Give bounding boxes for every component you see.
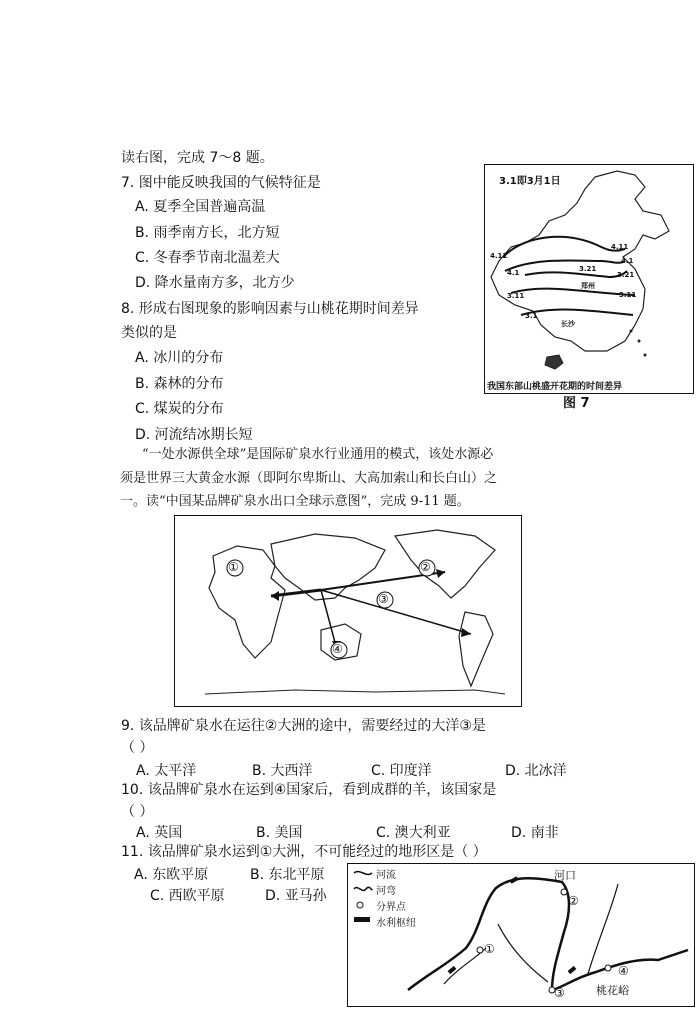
figure-7-china-map xyxy=(484,164,694,394)
q7-option-b: B. 雨季南方长，北方短 xyxy=(135,225,280,241)
q9-stem: 9. 该品牌矿泉水在运往②大洲的途中，需要经过的大洋③是 xyxy=(121,718,486,734)
isoline-label: 3.21 xyxy=(617,271,635,279)
q10-option-b: B. 美国 xyxy=(256,825,303,841)
q11-option-b: B. 东北平原 xyxy=(250,867,325,883)
river-marker-4: ④ xyxy=(618,964,629,978)
legend-river: 河流 xyxy=(376,870,396,881)
isoline-label: 3.1 xyxy=(525,312,538,320)
fig7-caption: 图 7 xyxy=(563,396,590,411)
q10-option-a: A. 英国 xyxy=(136,825,183,841)
legend-boundary-point: 分界点 xyxy=(376,902,406,913)
fig7-corner-label: 3.1即3月1日 xyxy=(499,176,561,187)
q8-option-b: B. 森林的分布 xyxy=(135,376,224,392)
isoline-label: 4.1 xyxy=(507,269,520,277)
legend-bend: 河弯 xyxy=(376,886,396,897)
q8-option-d: D. 河流结冰期长短 xyxy=(135,427,253,443)
q7-option-a: A. 夏季全国普遍高温 xyxy=(135,199,266,215)
china-map-svg xyxy=(485,165,693,393)
q11-option-c: C. 西欧平原 xyxy=(150,888,225,904)
isoline-label: 4.11 xyxy=(490,252,508,260)
q7-option-d: D. 降水量南方多，北方少 xyxy=(135,275,295,291)
q11-stem: 11. 该品牌矿泉水运到①大洲，不可能经过的地形区是（ ） xyxy=(121,844,487,860)
river-marker-2: ② xyxy=(568,894,579,908)
river-map-svg xyxy=(348,864,694,1006)
isoline-label: 3.11 xyxy=(507,292,525,300)
passage-line2: 须是世界三大黄金水源（即阿尔卑斯山、大高加索山和长白山）之 xyxy=(120,471,498,486)
q8-stem-line2: 类似的是 xyxy=(121,325,177,341)
q9-option-d: D. 北冰洋 xyxy=(505,763,567,779)
q9-option-a: A. 太平洋 xyxy=(136,763,197,779)
q7-stem: 7. 图中能反映我国的气候特征是 xyxy=(121,175,321,191)
river-marker-3: ③ xyxy=(554,986,565,1000)
label-taohuayu: 桃花峪 xyxy=(596,984,629,997)
world-map-svg xyxy=(175,516,521,706)
city-label-changsha: 长沙 xyxy=(561,320,575,328)
intro-7-8: 读右图，完成 7～8 题。 xyxy=(121,150,274,166)
world-marker-2: ② xyxy=(420,560,431,574)
label-estuary: 河口 xyxy=(554,869,576,882)
isoline-label: 4.1 xyxy=(621,257,634,265)
q10-option-c: C. 澳大利亚 xyxy=(376,825,451,841)
world-marker-3: ③ xyxy=(378,592,389,606)
q8-stem-line1: 8. 形成右图现象的影响因素与山桃花期时间差异 xyxy=(121,301,419,317)
q9-option-b: B. 大西洋 xyxy=(252,763,313,779)
fig7-inner-caption: 我国东部山桃盛开花期的时间差异 xyxy=(487,382,623,392)
world-export-map xyxy=(174,515,522,707)
q9-option-c: C. 印度洋 xyxy=(371,763,432,779)
city-label-zhengzhou: 郑州 xyxy=(581,282,595,290)
q7-option-c: C. 冬春季节南北温差大 xyxy=(135,250,280,266)
q8-option-c: C. 煤炭的分布 xyxy=(135,401,224,417)
q10-stem: 10. 该品牌矿泉水在运到④国家后，看到成群的羊，该国家是 xyxy=(121,782,497,798)
river-marker-1: ① xyxy=(484,942,495,956)
passage-line1: “一处水源供全球”是国际矿泉水行业通用的模式，该处水源必 xyxy=(142,447,494,462)
isoline-label: 3.21 xyxy=(579,265,597,273)
isoline-label: 3.11 xyxy=(619,291,637,299)
q10-paren: （ ） xyxy=(121,804,154,820)
passage-line3: 一。读“中国某品牌矿泉水出口全球示意图”，完成 9-11 题。 xyxy=(120,494,470,509)
world-marker-1: ① xyxy=(228,560,239,574)
q11-option-a: A. 东欧平原 xyxy=(134,867,209,883)
legend-dam: 水利枢纽 xyxy=(376,918,416,929)
world-marker-4: ④ xyxy=(332,642,343,656)
q10-option-d: D. 南非 xyxy=(511,825,559,841)
isoline-label: 4.11 xyxy=(611,243,629,251)
q11-option-d: D. 亚马孙 xyxy=(265,888,327,904)
river-map xyxy=(347,863,695,1007)
q9-paren: （ ） xyxy=(121,740,154,756)
q8-option-a: A. 冰川的分布 xyxy=(135,350,224,366)
